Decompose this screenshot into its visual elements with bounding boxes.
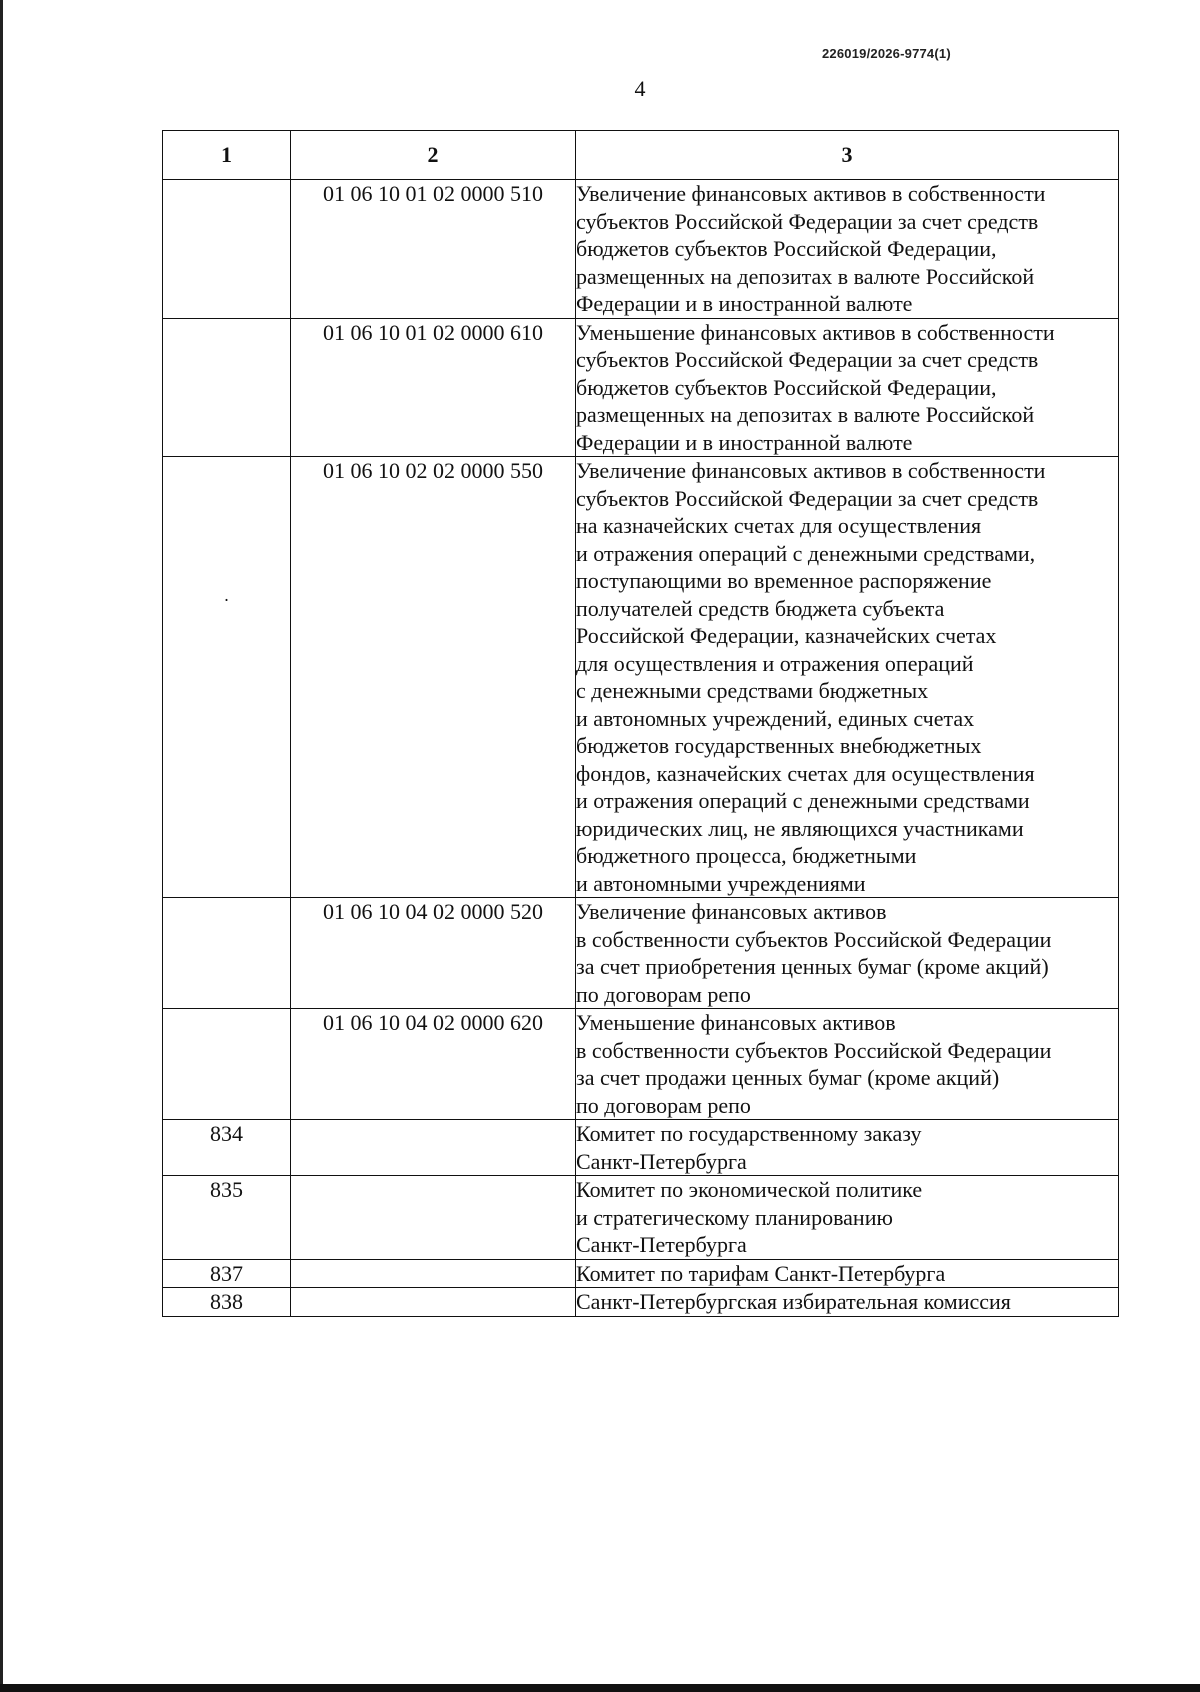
description-line: на казначейских счетах для осуществления bbox=[576, 513, 982, 538]
cell-description bbox=[576, 1288, 1119, 1317]
cell-classification-code: 01 06 10 04 02 0000 520 bbox=[291, 898, 576, 1009]
table-row bbox=[163, 1176, 1119, 1260]
cell-classification-code bbox=[291, 1120, 576, 1176]
description-line: за счет продажи ценных бумаг (кроме акций) bbox=[576, 1065, 1000, 1090]
table-row bbox=[163, 1009, 1119, 1120]
budget-classification-table bbox=[162, 130, 1119, 1317]
column-header-3: 3 bbox=[576, 131, 1119, 180]
cell-column-1 bbox=[163, 318, 291, 457]
description-line: за счет приобретения ценных бумаг (кроме акций) bbox=[576, 954, 1049, 979]
description-line: Комитет по тарифам Санкт-Петербурга bbox=[576, 1260, 946, 1286]
cell-column-1 bbox=[163, 180, 291, 319]
cell-column-1 bbox=[163, 457, 291, 898]
description-line: бюджетов государственных внебюджетных bbox=[576, 733, 982, 758]
cell-classification-code: 01 06 10 02 02 0000 550 bbox=[291, 457, 576, 898]
description-line: Федерации и в иностранной валюте bbox=[576, 429, 913, 455]
description-line: юридических лиц, не являющихся участниками bbox=[576, 815, 1024, 841]
cell-column-1: 835 bbox=[163, 1176, 291, 1260]
description-line: Комитет по экономической политике bbox=[576, 1177, 923, 1202]
cell-classification-code: 01 06 10 01 02 0000 510 bbox=[291, 180, 576, 319]
description-line: Увеличение финансовых активов в собственности bbox=[576, 181, 1046, 206]
page-number: 4 bbox=[634, 76, 646, 101]
cell-column-1 bbox=[163, 1009, 291, 1120]
table-row bbox=[163, 318, 1119, 457]
description-line: и автономными учреждениями bbox=[576, 870, 866, 896]
description-line: и отражения операций с денежными средствами bbox=[576, 788, 1030, 813]
description-line: субъектов Российской Федерации за счет средств bbox=[576, 208, 1039, 234]
cell-description bbox=[576, 898, 1119, 1009]
description-line: Уменьшение финансовых активов bbox=[576, 1010, 896, 1035]
description-line: бюджетов субъектов Российской Федерации, bbox=[576, 374, 997, 400]
description-line: получателей средств бюджета субъекта bbox=[576, 595, 945, 621]
description-line: Санкт-Петербурга bbox=[576, 1232, 747, 1257]
description-line: по договорам репо bbox=[576, 1092, 751, 1118]
cell-column-1 bbox=[163, 898, 291, 1009]
description-line: Увеличение финансовых активов в собственности bbox=[576, 458, 1046, 483]
column-header-2: 2 bbox=[291, 131, 576, 180]
description-line: бюджетного процесса, бюджетными bbox=[576, 843, 917, 868]
cell-classification-code bbox=[291, 1288, 576, 1317]
description-line: в собственности субъектов Российской Федерации bbox=[576, 1037, 1052, 1063]
cell-description bbox=[576, 1009, 1119, 1120]
table-row bbox=[163, 1120, 1119, 1176]
table-row bbox=[163, 1288, 1119, 1317]
description-line: по договорам репо bbox=[576, 981, 751, 1007]
cell-description bbox=[576, 1259, 1119, 1288]
document-code: 226019/2026-9774(1) bbox=[822, 46, 951, 61]
cell-classification-code: 01 06 10 01 02 0000 610 bbox=[291, 318, 576, 457]
description-line: Санкт-Петербурга bbox=[576, 1148, 747, 1174]
cell-column-1: 834 bbox=[163, 1120, 291, 1176]
description-line: размещенных на депозитах в валюте Российской bbox=[576, 263, 1035, 289]
description-line: фондов, казначейских счетах для осуществления bbox=[576, 760, 1035, 786]
description-line: Санкт-Петербургская избирательная комиссия bbox=[576, 1289, 1011, 1314]
stray-dot-mark: · bbox=[223, 590, 230, 610]
cell-description bbox=[576, 180, 1119, 319]
description-line: субъектов Российской Федерации за счет средств bbox=[576, 347, 1039, 372]
description-line: и автономных учреждений, единых счетах bbox=[576, 705, 975, 731]
description-line: с денежными средствами бюджетных bbox=[576, 678, 929, 703]
table-header-row bbox=[163, 131, 1119, 180]
description-line: субъектов Российской Федерации за счет средств bbox=[576, 485, 1039, 511]
cell-classification-code bbox=[291, 1176, 576, 1260]
cell-column-1: 837 bbox=[163, 1259, 291, 1288]
description-line: бюджетов субъектов Российской Федерации, bbox=[576, 236, 997, 261]
table-row bbox=[163, 180, 1119, 319]
description-line: Увеличение финансовых активов bbox=[576, 899, 887, 924]
cell-column-1: 838 bbox=[163, 1288, 291, 1317]
description-line: Федерации и в иностранной валюте bbox=[576, 291, 913, 316]
description-line: и отражения операций с денежными средствами, bbox=[576, 540, 1036, 566]
table-body bbox=[163, 180, 1119, 1317]
cell-description bbox=[576, 1120, 1119, 1176]
cell-classification-code: 01 06 10 04 02 0000 620 bbox=[291, 1009, 576, 1120]
description-line: для осуществления и отражения операций bbox=[576, 650, 974, 676]
column-header-1: 1 bbox=[163, 131, 291, 180]
description-line: поступающими во временное распоряжение bbox=[576, 568, 992, 593]
description-line: Российской Федерации, казначейских счетах bbox=[576, 623, 997, 648]
cell-classification-code bbox=[291, 1259, 576, 1288]
cell-description bbox=[576, 457, 1119, 898]
description-line: Уменьшение финансовых активов в собственности bbox=[576, 319, 1055, 345]
table-row bbox=[163, 457, 1119, 898]
table-row bbox=[163, 898, 1119, 1009]
description-line: Комитет по государственному заказу bbox=[576, 1121, 922, 1146]
cell-description bbox=[576, 318, 1119, 457]
cell-description bbox=[576, 1176, 1119, 1260]
description-line: размещенных на депозитах в валюте Российской bbox=[576, 402, 1035, 427]
scan-left-edge bbox=[0, 0, 3, 1692]
description-line: и стратегическому планированию bbox=[576, 1204, 893, 1230]
scan-bottom-edge bbox=[0, 1684, 1200, 1692]
table-row bbox=[163, 1259, 1119, 1288]
description-line: в собственности субъектов Российской Федерации bbox=[576, 926, 1052, 952]
